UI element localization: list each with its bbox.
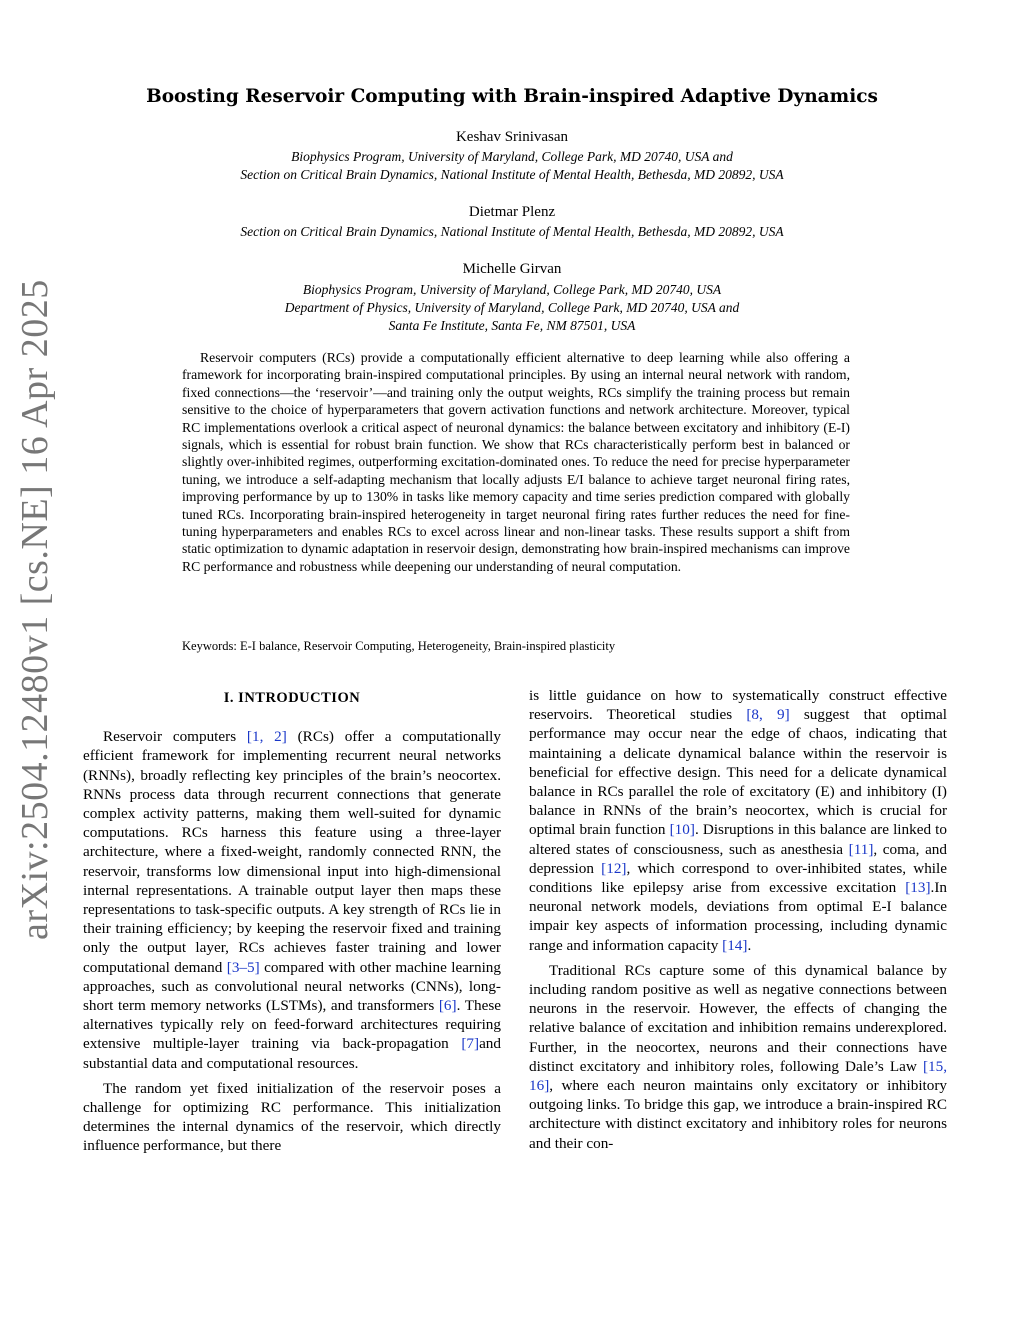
paragraph-text: . Disruptions in this balance are linked to altered states of consciousness, such as anesthesia bbox=[529, 821, 947, 858]
author-affiliation: Section on Critical Brain Dynamics, National Institute of Mental Health, Bethesda, MD 20892, USA bbox=[240, 224, 784, 239]
paragraph-text: is little guidance on how to systematically construct effective reservoirs. Theoretical studies bbox=[529, 687, 947, 724]
author-affiliation: Section on Critical Brain Dynamics, National Institute of Mental Health, Bethesda, MD 20892, USA bbox=[240, 167, 784, 182]
citation-link[interactable]: [10] bbox=[669, 821, 695, 839]
citation-link[interactable]: [14] bbox=[722, 936, 748, 954]
paragraph-text: and substantial data and computational resources. bbox=[83, 1035, 501, 1072]
left-column bbox=[83, 689, 501, 1162]
paragraph-text: , where each neuron maintains only excitatory or inhibitory outgoing links. To bridge this gap, we introduce a brain-inspired RC architecture with distinct excitatory and inhibitory roles for neurons and their con- bbox=[529, 1077, 947, 1152]
arxiv-stamp[interactable]: arXiv:2504.12480v1 [cs.NE] 16 Apr 2025 bbox=[14, 279, 56, 940]
citation-link[interactable]: [12] bbox=[601, 859, 627, 877]
section-heading: I. INTRODUCTION bbox=[223, 690, 361, 706]
body-paragraph bbox=[529, 686, 947, 955]
right-paragraphs bbox=[529, 686, 947, 1153]
left-paragraphs bbox=[83, 727, 501, 1155]
paragraph-text: Reservoir computers bbox=[103, 728, 247, 746]
author-affiliation: Biophysics Program, University of Maryland, College Park, MD 20740, USA and bbox=[291, 149, 733, 164]
citation-link[interactable]: [1, 2] bbox=[246, 728, 287, 746]
keywords: Keywords: E-I balance, Reservoir Computing, Heterogeneity, Brain-inspired plasticity bbox=[182, 639, 616, 653]
citation-link[interactable]: [3–5] bbox=[226, 958, 260, 976]
paragraph-text: , coma, and depression bbox=[529, 840, 947, 877]
citation-link[interactable]: [13] bbox=[905, 879, 931, 897]
body-paragraph bbox=[83, 1079, 501, 1156]
author-affiliation: Santa Fe Institute, Santa Fe, NM 87501, USA bbox=[388, 318, 636, 333]
body-paragraph bbox=[529, 961, 947, 1153]
author-name: Keshav Srinivasan bbox=[455, 129, 569, 145]
paragraph-text: compared with other machine learning approaches, such as convolutional neural networks (CNNs), long-short term memory networks (LSTMs), and transformers bbox=[83, 958, 501, 1015]
paragraph-text: .In neuronal network models, deviations from optimal E-I balance impair key aspects of information processing, including dynamic range and information capacity bbox=[529, 879, 947, 954]
paragraph-text: Traditional RCs capture some of this dynamical balance by including random positive as well as negative connections between neurons in the reservoir. However, the effects of changing the relative balance of excitation and inhibition remains underexplored. Further, in the neocortex, neurons and their connections have distinct excitatory and inhibitory roles, following Dale’s Law bbox=[529, 961, 947, 1075]
author-name: Michelle Girvan bbox=[462, 261, 562, 277]
citation-link[interactable]: [6] bbox=[438, 997, 457, 1015]
author-name: Dietmar Plenz bbox=[468, 204, 556, 220]
right-column bbox=[529, 686, 947, 1159]
paragraph-text: . These alternatives typically rely on feed-forward architectures requiring extensive multiple-layer training via back-propagation bbox=[83, 997, 501, 1053]
abstract: Reservoir computers (RCs) provide a computationally efficient alternative to deep learning while also offering a framework for incorporating brain-inspired computational principles. By using an internal neural network with random, fixed connections—the ‘reservoir’—and training only the output weights, RCs simplify the training process but remain sensitive to the choice of hyperparameters that govern activation functions and network architecture. Moreover, typical RC implementations overlook a critical aspect of neuronal dynamics: the balance between excitatory and inhibitory (E-I) signals, which is essential for robust brain function. We show that RCs characteristically perform best in balanced or slightly over-inhibited regimes, outperforming excitation-dominated ones. To reduce the need for precise hyperparameter tuning, we introduce a self-adapting mechanism that locally adjusts E/I balance to achieve target neuronal firing rates, improving performance by up to 130% in tasks like memory capacity and time series prediction compared with globally tuned RCs. Incorporating brain-inspired heterogeneity in target neuronal firing rates further reduces the need for fine-tuning hyperparameters and enables RCs to excel across linear and non-linear tasks. These results support a shift from static optimization to dynamic adaptation in reservoir design, demonstrating how brain-inspired mechanisms can improve RC performance and robustness while deepening our understanding of neural computation. bbox=[182, 350, 850, 574]
paper-title: Boosting Reservoir Computing with Brain-inspired Adaptive Dynamics bbox=[146, 86, 878, 107]
citation-link[interactable]: [7] bbox=[461, 1035, 480, 1053]
paragraph-text: suggest that optimal performance may occur near the edge of chaos, indicating that maintaining a delicate dynamical balance within the reservoir is beneficial for effective design. This need for a delicate dynamical balance in RCs parallel the role of excitatory (E) and inhibitory (I) balance in RNNs of the brain’s neocortex, which is crucial for optimal brain function bbox=[529, 706, 947, 839]
citation-link[interactable]: [15, 16] bbox=[529, 1057, 947, 1095]
paragraph-text: , which correspond to over-inhibited states, while conditions like epilepsy arise from excessive excitation bbox=[529, 859, 947, 897]
paragraph-text: The random yet fixed initialization of the reservoir poses a challenge for optimizing RC performance. This initialization determines the internal dynamics of the reservoir, which directly influence performance, but there bbox=[83, 1079, 501, 1155]
citation-link[interactable]: [8, 9] bbox=[746, 706, 790, 724]
paragraph-text: (RCs) offer a computationally efficient framework for implementing recurrent neural networks (RNNs), broadly reflecting key principles of the brain’s neocortex. RNNs process data through recurrent connections that generate complex activity patterns, making them well-suited for dynamic computations. RCs harness this feature using a three-layer architecture, where a fixed-weight, randomly connected RNN, the reservoir, transforms low dimensional input into high-dimensional internal representations. A trainable output layer then maps these representations to task-specific outputs. A key strength of RCs lie in their training efficiency; by keeping the reservoir fixed and training only the output layer, RCs achieves faster training and lower computational demand bbox=[83, 728, 501, 976]
body-paragraph bbox=[83, 727, 501, 1073]
citation-link[interactable]: [11] bbox=[848, 840, 874, 858]
author-affiliation: Biophysics Program, University of Maryland, College Park, MD 20740, USA bbox=[302, 282, 722, 297]
author-affiliation: Department of Physics, University of Maryland, College Park, MD 20740, USA and bbox=[284, 300, 740, 315]
paragraph-text: . bbox=[747, 936, 752, 954]
